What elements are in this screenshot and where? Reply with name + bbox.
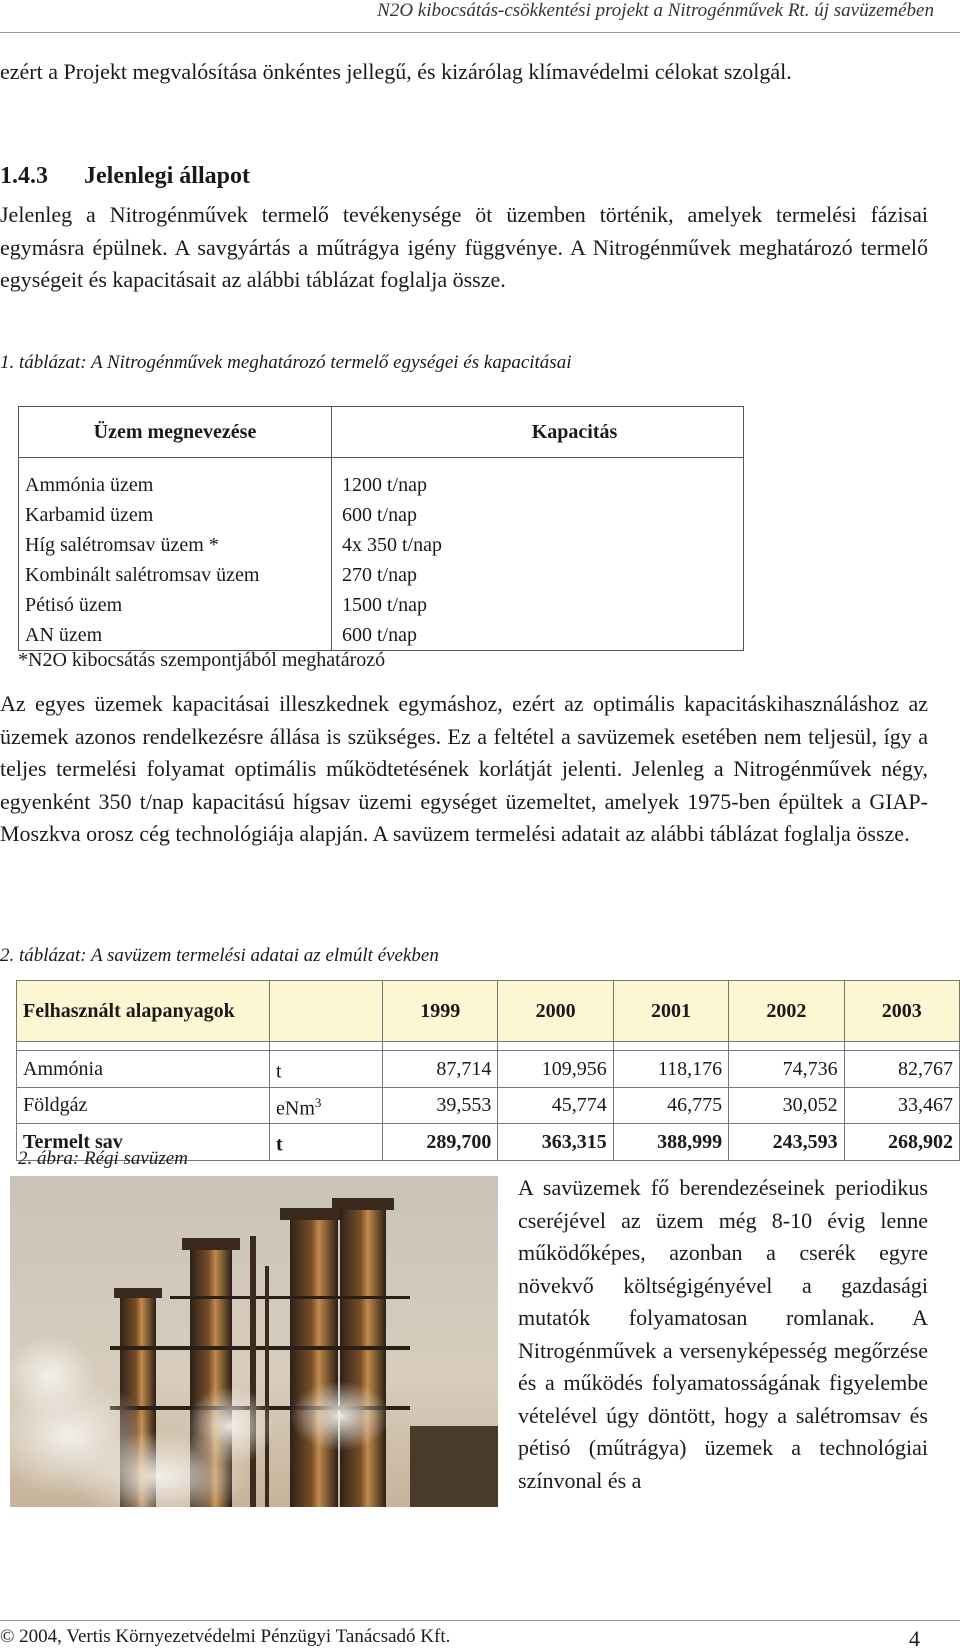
table2-header-year: 2002 [729,981,844,1042]
footer-divider [0,1620,960,1621]
table1-header-capacity: Kapacitás [332,407,744,458]
table1-cell-name: Pétisó üzem [19,590,332,620]
table2-cell-value: 30,052 [729,1087,844,1124]
intro-paragraph: ezért a Projekt megvalósítása önkéntes jellegű, és kizárólag klímavédelmi célokat szolgál. [0,59,792,84]
table2-cell-value: 363,315 [498,1124,613,1161]
table1-cell-name: Ammónia üzem [19,470,332,500]
table2-cell-value: 289,700 [383,1124,498,1161]
table2-header-year: 2000 [498,981,613,1042]
header-divider [0,32,960,33]
table2-cell-value: 33,467 [844,1087,959,1124]
section-number: 1.4.3 [0,163,48,189]
table2-header-year: 2003 [844,981,959,1042]
table-row [19,590,744,620]
table2-cell-value: 82,767 [844,1051,959,1088]
table1-cell-name: Híg salétromsav üzem * [19,530,332,560]
table2-cell-material: Földgáz [17,1087,270,1124]
production-table [16,980,960,1161]
page-header: N2O kibocsátás-csökkentési projekt a Nitrogénművek Rt. új savüzemében [377,0,934,21]
table1-header-name: Üzem megnevezése [19,407,332,458]
table1-cell-capacity: 4x 350 t/nap [342,534,442,556]
page-number: 4 [909,1626,920,1651]
table2-cell-value: 243,593 [729,1124,844,1161]
table-row [17,1051,960,1088]
table1-caption: 1. táblázat: A Nitrogénművek meghatározó termelő egységei és kapacitásai [0,352,572,373]
table2-header-unit [270,981,383,1042]
figure-caption: 2. ábra: Régi savüzem [18,1148,188,1169]
table-row [17,1087,960,1124]
table1-cell-name: Karbamid üzem [19,500,332,530]
section-heading [0,163,250,190]
table1-footnote: *N2O kibocsátás szempontjából meghatározó [18,649,386,671]
table2-header-year: 2001 [613,981,728,1042]
table2-caption: 2. táblázat: A savüzem termelési adatai az elmúlt években [0,945,439,966]
table2-cell-value: 74,736 [729,1051,844,1088]
table-row [19,620,744,651]
table2-cell-unit: t [270,1051,383,1088]
table-row [19,500,744,530]
table1-cell-capacity: 270 t/nap [342,564,417,586]
table2-cell-value: 39,553 [383,1087,498,1124]
table-row [19,470,744,500]
table2-cell-value: 109,956 [498,1051,613,1088]
table1-cell-capacity: 1200 t/nap [342,474,427,496]
table2-cell-material: Ammónia [17,1051,270,1088]
table-row [19,560,744,590]
table2-cell-value: 268,902 [844,1124,959,1161]
table2-cell-value: 45,774 [498,1087,613,1124]
acid-plant-photo [10,1176,498,1507]
table2-cell-value: 388,999 [613,1124,728,1161]
table2-cell-unit: t [270,1124,383,1161]
section-title: Jelenlegi állapot [84,163,250,189]
footer-copyright: © 2004, Vertis Környezetvédelmi Pénzügyi Tanácsadó Kft. [0,1626,451,1647]
table1-cell-capacity: 600 t/nap [342,624,417,646]
table2-cell-value: 46,775 [613,1087,728,1124]
table2-cell-unit: eNm$^3$ [270,1087,383,1124]
side-paragraph: A savüzemek fő berendezéseinek periodikus cseréjével az üzem még 8-10 évig lenne működőképes, azonban a cserék egyre növekvő költségigényével a gazdasági mutatók folyamatosan romlanak. A Nitrogénművek a versenyképesség megőrzése és a működés folyamatosságának figyelembe vételével úgy döntött, hogy a salétromsav és pétisó (műtrágya) üzemek a technológiai színvonal és a [518,1175,928,1493]
table1-cell-capacity: 600 t/nap [342,504,417,526]
paragraph-1: Jelenleg a Nitrogénművek termelő tevékenysége öt üzemben történik, amelyek termelési fázisai egymásra épülnek. A savgyártás a műtrágya igény függvénye. A Nitrogénművek meghatározó termelő egységeit és kapacitásait az alábbi táblázat foglalja össze. [0,202,928,292]
table2-header-year: 1999 [383,981,498,1042]
table2-cell-value: 118,176 [613,1051,728,1088]
table1-cell-capacity: 1500 t/nap [342,594,427,616]
table2-cell-value: 87,714 [383,1051,498,1088]
table2-cell-material: Termelt sav [17,1124,270,1161]
table1-cell-name: Kombinált salétromsav üzem [19,560,332,590]
table1-cell-name: AN üzem [19,620,332,651]
paragraph-2: Az egyes üzemek kapacitásai illeszkednek egymáshoz, ezért az optimális kapacitáskihasználáshoz az üzemek azonos rendelkezésre állása is szükséges. Ez a feltétel a savüzemek esetében nem teljesül, így a teljes termelési folyamat optimális működtetésének korlátját jelenti. Jelenleg a Nitrogénművek négy, egyenként 350 t/nap kapacitású hígsav üzemi egységet üzemeltet, amelyek 1975-ben épültek a GIAP-Moszkva orosz cég technológiája alapján. A savüzem termelési adatait az alábbi táblázat foglalja össze. [0,691,928,846]
capacity-table [18,406,744,651]
table2-header-material: Felhasznált alapanyagok [17,981,270,1042]
table-row [19,530,744,560]
